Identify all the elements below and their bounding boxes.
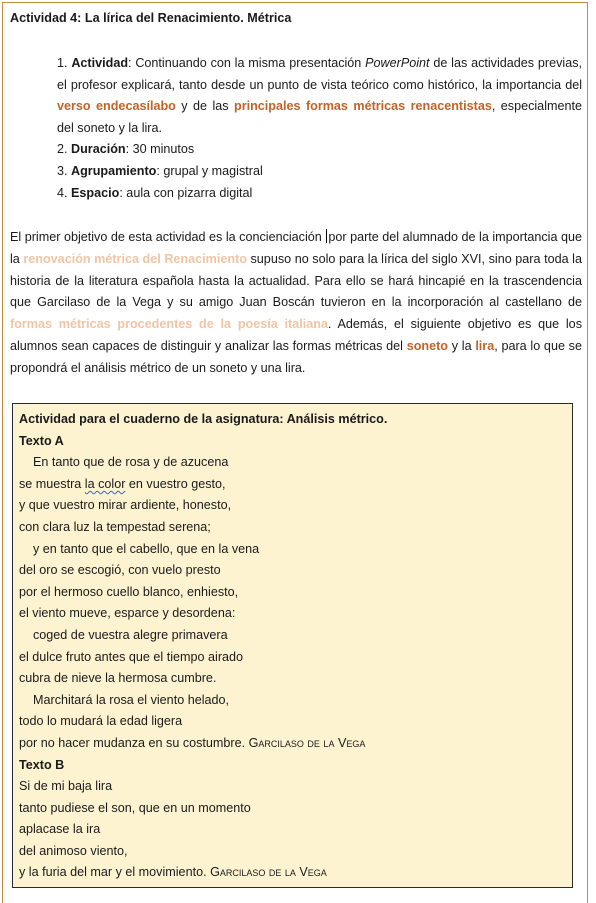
poem-line: cubra de nieve la hermosa cumbre. — [19, 671, 217, 686]
item-label: Espacio — [71, 185, 120, 200]
highlight-renovacion-metrica[interactable]: renovación métrica del Renacimiento — [23, 251, 247, 266]
list-item-activity: 1. Actividad: Continuando con la misma presentación PowerPoint de las actividades previas, el profesor explicará, tanto desde un punto de vista teórico como histórico, la importancia del verso endecasílabo y de las principales formas métricas renacentistas, especialmente del soneto y la lira. — [57, 56, 582, 135]
poem-line: Si de mi baja lira — [19, 779, 113, 794]
powerpoint-mention: PowerPoint — [365, 56, 430, 70]
highlight-soneto[interactable]: soneto — [406, 338, 448, 353]
sonnet — [19, 452, 572, 754]
poem-line: tanto pudiese el son, que en un momento — [19, 800, 251, 815]
exercise-box — [12, 403, 573, 888]
poem-line: coged de vuestra alegre primavera — [33, 627, 228, 642]
item-label: Actividad — [71, 56, 129, 70]
highlight-formas-metricas[interactable]: principales formas métricas renacentistas — [234, 99, 492, 114]
poem-line: del oro se escogió, con vuelo presto — [19, 563, 221, 578]
text-b-label: Texto B — [19, 757, 65, 772]
poem-line: con clara luz la tempestad serena; — [19, 519, 211, 534]
exercise-heading: Actividad para el cuaderno de la asignatura: Análisis métrico. — [19, 412, 388, 426]
poem-line: por el hermoso cuello blanco, enhiesto, — [19, 584, 239, 599]
poem-line: y en tanto que el cabello, que en la vena — [33, 541, 260, 556]
poem-line: por no hacer mudanza en su costumbre. Garcilaso de la Vega — [19, 735, 366, 750]
poem-line: se muestra la color en vuestro gesto, — [19, 476, 226, 491]
poem-line: y la furia del mar y el movimiento. Garcilaso de la Vega — [19, 865, 327, 880]
poem-line: aplacase la ira — [19, 822, 101, 837]
poem-line: el viento mueve, esparce y desordena: — [19, 606, 236, 621]
objectives-paragraph[interactable]: El primer objetivo de esta actividad es la concienciación por parte del alumnado de la importancia que la renovación métrica del Renacimiento supuso no solo para la lírica del siglo XVI, sino para toda la historia de la literatura española hasta la actualidad. Para ello se hará hincapié en la trascendencia que Garcilaso de la Vega y su amigo Juan Boscán tuvieron en la incorporación al castellano de formas métricas procedentes de la poesía italiana. Además, el siguiente objetivo es que los alumnos sean capaces de distinguir y analizar las formas métricas del soneto y la lira, para lo que se propondrá el análisis métrico de un soneto y una lira. — [10, 230, 583, 375]
author-credit: Garcilaso de la Vega — [210, 865, 327, 880]
poem-line: del animoso viento, — [19, 843, 128, 858]
text-a-label: Texto A — [19, 433, 64, 448]
activity-details-list — [57, 53, 582, 204]
poem-line: Marchitará la rosa el viento helado, — [33, 692, 230, 707]
highlight-lira[interactable]: lira — [475, 338, 495, 353]
poem-line: y que vuestro mirar ardiente, honesto, — [19, 498, 232, 513]
list-item-space: 4. Espacio: aula con pizarra digital — [57, 185, 253, 200]
lira — [19, 776, 572, 884]
list-item-duration: 2. Duración: 30 minutos — [57, 142, 195, 157]
section-title: Actividad 4: La lírica del Renacimiento. Métrica — [10, 11, 292, 25]
item-label: Duración — [71, 142, 126, 157]
list-item-grouping: 3. Agrupamiento: grupal y magistral — [57, 163, 263, 178]
poem-line: el dulce fruto antes que el tiempo airado — [19, 649, 244, 664]
author-credit: Garcilaso de la Vega — [248, 735, 366, 750]
spellcheck-underline[interactable]: la color — [84, 476, 126, 491]
highlight-formas-italianas[interactable]: formas métricas procedentes de la poesía italiana — [10, 317, 328, 332]
poem-line: todo lo mudará la edad ligera — [19, 714, 183, 729]
poem-line: En tanto que de rosa y de azucena — [33, 455, 229, 470]
highlight-verso-endecasilabo[interactable]: verso endecasílabo — [57, 99, 176, 114]
item-label: Agrupamiento — [71, 163, 157, 178]
